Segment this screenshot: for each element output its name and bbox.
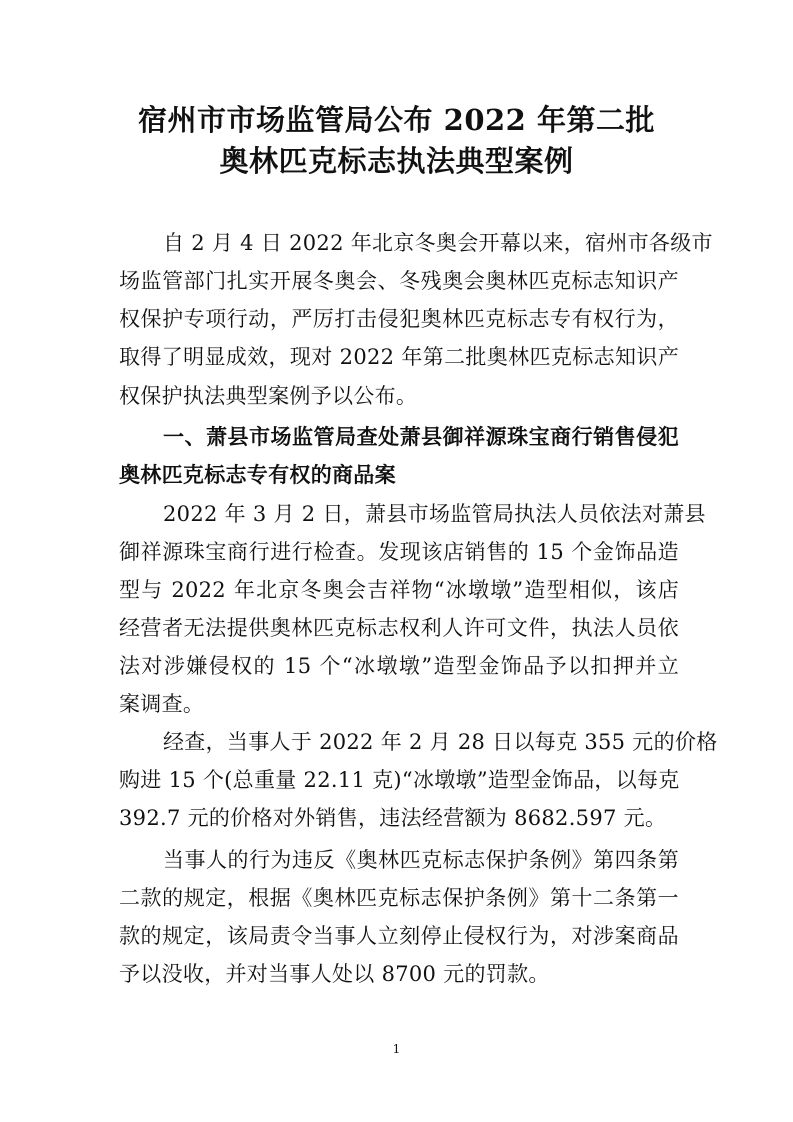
page-number: 1 bbox=[392, 1042, 401, 1056]
case1-para3-line: 当事人的行为违反《奥林匹克标志保护条例》第四条第 bbox=[163, 848, 679, 872]
case1-para2-line: 购进 15 个(总重量 22.11 克)“冰墩墩”造型金饰品，以每克 bbox=[119, 768, 680, 792]
case1-para1-line: 2022 年 3 月 2 日，萧县市场监管局执法人员依法对萧县 bbox=[163, 502, 706, 526]
case1-para3-line: 款的规定，该局责令当事人立刻停止侵权行为，对涉案商品 bbox=[119, 924, 679, 948]
case1-para1-line: 案调查。 bbox=[119, 692, 205, 716]
intro-line: 权保护专项行动，严厉打击侵犯奥林匹克标志专有权行为， bbox=[119, 307, 679, 331]
case1-heading-line: 一、萧县市场监管局查处萧县御祥源珠宝商行销售侵犯 bbox=[163, 425, 679, 449]
case1-para1-line: 御祥源珠宝商行进行检查。发现该店销售的 15 个金饰品造 bbox=[119, 540, 679, 564]
case1-heading-line: 奥林匹克标志专有权的商品案 bbox=[119, 463, 396, 487]
intro-line: 取得了明显成效，现对 2022 年第二批奥林匹克标志知识产 bbox=[119, 345, 679, 369]
document-title-line-1: 宿州市市场监管局公布 2022 年第二批 bbox=[138, 103, 655, 137]
case1-para1-line: 法对涉嫌侵权的 15 个“冰墩墩”造型金饰品予以扣押并立 bbox=[119, 654, 679, 678]
case1-para3-line: 予以没收，并对当事人处以 8700 元的罚款。 bbox=[119, 962, 550, 986]
case1-para2-line: 经查，当事人于 2022 年 2 月 28 日以每克 355 元的价格 bbox=[163, 730, 718, 754]
intro-line: 权保护执法典型案例予以公布。 bbox=[119, 384, 418, 408]
intro-line: 自 2 月 4 日 2022 年北京冬奥会开幕以来，宿州市各级市 bbox=[163, 231, 713, 255]
intro-line: 场监管部门扎实开展冬奥会、冬残奥会奥林匹克标志知识产 bbox=[119, 269, 679, 293]
case1-para1-line: 型与 2022 年北京冬奥会吉祥物“冰墩墩”造型相似，该店 bbox=[119, 578, 679, 602]
case1-para2-line: 392.7 元的价格对外销售，违法经营额为 8682.597 元。 bbox=[119, 806, 667, 830]
document-title-line-2: 奥林匹克标志执法典型案例 bbox=[219, 144, 574, 178]
case1-para3-line: 二款的规定，根据《奥林匹克标志保护条例》第十二条第一 bbox=[119, 886, 679, 910]
case1-para1-line: 经营者无法提供奥林匹克标志权利人许可文件，执法人员依 bbox=[119, 616, 679, 640]
